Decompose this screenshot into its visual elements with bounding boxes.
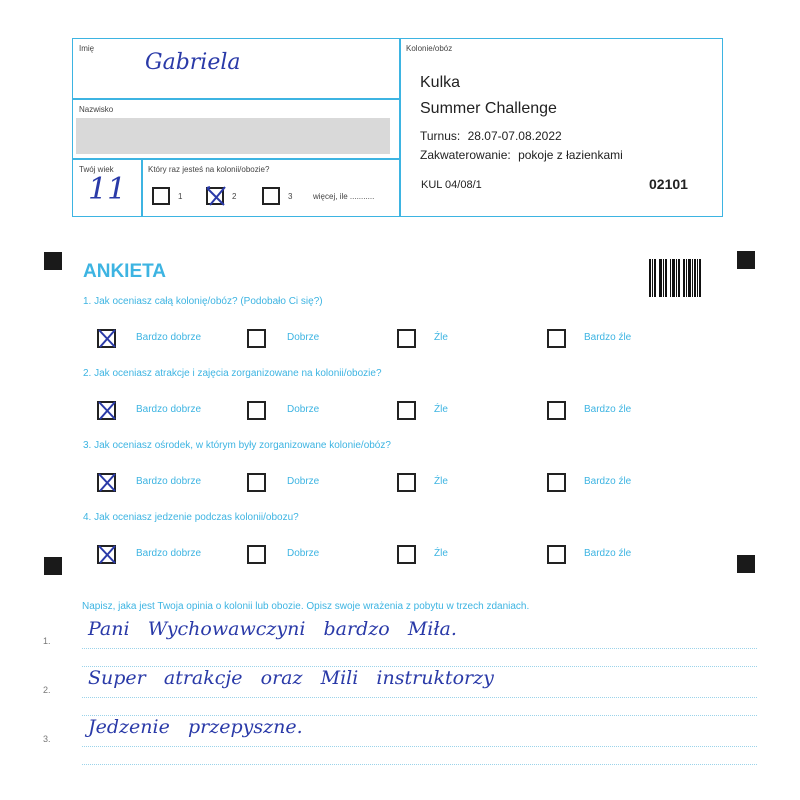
barcode bbox=[649, 259, 701, 297]
opinion-line-1-text[interactable]: Pani Wychowawczyni bardzo Miła. bbox=[88, 618, 457, 640]
turnus-label: Turnus: bbox=[420, 129, 461, 143]
zakw-row bbox=[420, 148, 623, 162]
camp-name: Summer Challenge bbox=[420, 100, 557, 117]
kolonia-label: Kolonie/obóz bbox=[406, 44, 453, 53]
question-2-option-1-label: Bardzo dobrze bbox=[136, 404, 202, 415]
opinion-line-3-rule bbox=[82, 746, 757, 747]
question-3-option-2-label: Dobrze bbox=[287, 476, 320, 487]
wiek-label: Twój wiek bbox=[79, 165, 114, 174]
age-divider bbox=[141, 158, 143, 217]
question-3-checkmark bbox=[95, 470, 119, 494]
imie-value[interactable]: Gabriela bbox=[145, 50, 241, 75]
question-2-option-2-label: Dobrze bbox=[287, 404, 320, 415]
form-number: 02101 bbox=[649, 176, 688, 192]
question-1-option-4-checkbox[interactable] bbox=[547, 329, 566, 348]
zakw-value: pokoje z łazienkami bbox=[518, 148, 623, 162]
zakw-label: Zakwaterowanie: bbox=[420, 148, 511, 162]
header-divider-1 bbox=[72, 98, 400, 100]
question-1-option-2-label: Dobrze bbox=[287, 332, 320, 343]
visit-3-checkbox[interactable] bbox=[262, 187, 280, 205]
question-1-option-3-checkbox[interactable] bbox=[397, 329, 416, 348]
visit-2-label: 2 bbox=[232, 192, 237, 201]
question-1-checkmark bbox=[95, 326, 119, 350]
opinion-line-3-rule-secondary bbox=[82, 764, 757, 765]
question-4-text: 4. Jak oceniasz jedzenie podczas kolonii/obozu? bbox=[83, 512, 299, 523]
registration-marker-top-left bbox=[44, 252, 62, 270]
question-3-option-3-checkbox[interactable] bbox=[397, 473, 416, 492]
question-4-option-3-checkbox[interactable] bbox=[397, 545, 416, 564]
question-2-option-4-label: Bardzo źle bbox=[584, 404, 632, 415]
question-2-option-3-label: Źle bbox=[434, 404, 448, 415]
question-1-option-1-label: Bardzo dobrze bbox=[136, 332, 202, 343]
question-2-checkmark bbox=[95, 398, 119, 422]
opinion-prompt: Napisz, jaka jest Twoja opinia o kolonii lub obozie. Opisz swoje wrażenia z pobytu w trzech zdaniach. bbox=[82, 601, 530, 612]
camp-code: KUL 04/08/1 bbox=[421, 179, 482, 191]
nazwisko-label: Nazwisko bbox=[79, 105, 114, 114]
visit-2-checkmark bbox=[203, 183, 229, 209]
org-name: Kulka bbox=[420, 74, 461, 91]
turnus-row bbox=[420, 129, 562, 143]
question-4-option-4-checkbox[interactable] bbox=[547, 545, 566, 564]
question-4-option-3-label: Źle bbox=[434, 548, 448, 559]
opinion-line-3-number: 3. bbox=[43, 734, 51, 744]
question-4-option-1-label: Bardzo dobrze bbox=[136, 548, 202, 559]
question-4-option-2-checkbox[interactable] bbox=[247, 545, 266, 564]
opinion-line-1-number: 1. bbox=[43, 636, 51, 646]
ktory-raz-label: Który raz jesteś na kolonii/obozie? bbox=[148, 165, 270, 174]
wiecej-label: więcej, ile ........... bbox=[313, 192, 375, 201]
question-2-option-2-checkbox[interactable] bbox=[247, 401, 266, 420]
registration-marker-top-right bbox=[737, 251, 755, 269]
opinion-line-2-rule bbox=[82, 697, 757, 698]
question-1-option-3-label: Źle bbox=[434, 332, 448, 343]
registration-marker-mid-right bbox=[737, 555, 755, 573]
header-divider-vertical bbox=[399, 38, 401, 217]
question-3-option-1-label: Bardzo dobrze bbox=[136, 476, 202, 487]
wiek-value[interactable]: 11 bbox=[88, 172, 127, 207]
question-2-option-3-checkbox[interactable] bbox=[397, 401, 416, 420]
question-3-option-3-label: Źle bbox=[434, 476, 448, 487]
question-3-option-4-label: Bardzo źle bbox=[584, 476, 632, 487]
question-4-option-4-label: Bardzo źle bbox=[584, 548, 632, 559]
question-1-option-4-label: Bardzo źle bbox=[584, 332, 632, 343]
registration-marker-mid-left bbox=[44, 557, 62, 575]
question-1-option-2-checkbox[interactable] bbox=[247, 329, 266, 348]
visit-1-checkbox[interactable] bbox=[152, 187, 170, 205]
question-4-option-2-label: Dobrze bbox=[287, 548, 320, 559]
opinion-line-3-text[interactable]: Jedzenie przepyszne. bbox=[88, 716, 303, 738]
question-3-option-2-checkbox[interactable] bbox=[247, 473, 266, 492]
question-3-option-4-checkbox[interactable] bbox=[547, 473, 566, 492]
opinion-line-2-text[interactable]: Super atrakcje oraz Mili instruktorzy bbox=[88, 667, 494, 689]
nazwisko-redaction bbox=[76, 118, 390, 154]
turnus-value: 28.07-07.08.2022 bbox=[467, 129, 562, 143]
visit-1-label: 1 bbox=[178, 192, 183, 201]
survey-title: ANKIETA bbox=[83, 261, 167, 282]
opinion-line-1-rule bbox=[82, 648, 757, 649]
opinion-line-2-number: 2. bbox=[43, 685, 51, 695]
question-4-checkmark bbox=[95, 542, 119, 566]
question-3-text: 3. Jak oceniasz ośrodek, w którym były zorganizowane kolonie/obóz? bbox=[83, 440, 391, 451]
imie-label: Imię bbox=[79, 44, 95, 53]
question-2-option-4-checkbox[interactable] bbox=[547, 401, 566, 420]
question-2-text: 2. Jak oceniasz atrakcje i zajęcia zorganizowane na kolonii/obozie? bbox=[83, 368, 382, 379]
header-divider-2 bbox=[72, 158, 400, 160]
visit-3-label: 3 bbox=[288, 192, 293, 201]
question-1-text: 1. Jak oceniasz całą kolonię/obóz? (Podobało Ci się?) bbox=[83, 296, 323, 307]
